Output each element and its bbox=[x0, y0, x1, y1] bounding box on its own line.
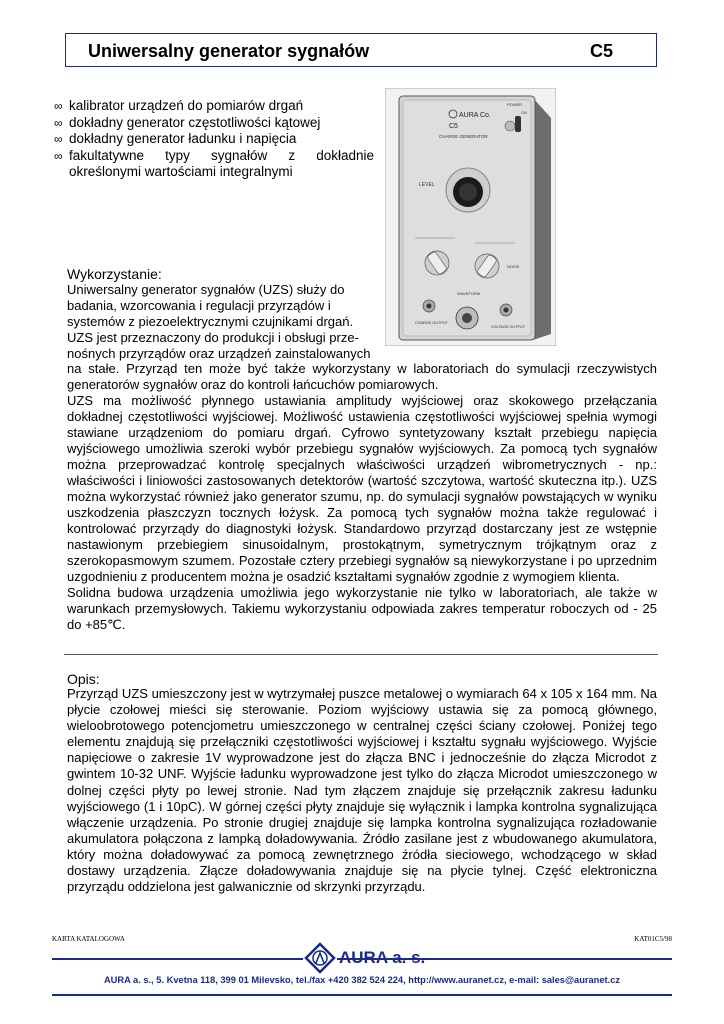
photo-brand: AURA Co. bbox=[459, 112, 491, 119]
photo-voltage-output-label: VOLTAGE OUTPUT bbox=[491, 325, 526, 329]
photo-charge-output-label: CHARGE OUTPUT bbox=[415, 321, 448, 325]
list-item: ∞ dokładny generator częstotliwości kątowej bbox=[54, 114, 321, 130]
photo-on-label: ON bbox=[521, 110, 527, 115]
photo-power-label: POWER bbox=[507, 102, 523, 107]
product-code: C5 bbox=[589, 41, 613, 61]
feature-list bbox=[54, 98, 374, 181]
usage-body bbox=[67, 361, 657, 633]
footer-address: AURA a. s., 5. Kvetna 118, 399 01 Milevsko, tel./fax +420 382 524 224, http://www.auranet.cz, e-mail: sales@auranet.cz bbox=[103, 975, 621, 985]
aura-logo-text: AURA a. s. bbox=[339, 948, 426, 967]
usage-paragraph-3: Solidna budowa urządzenia umożliwia jego wykorzystanie nie tylko w laboratoriach, ale także w warunkach przemysłowych. Takiemu wykorzystaniu odpowiada zakres temperatur roboczych od - 25 do +85℃. bbox=[67, 585, 657, 632]
section-divider bbox=[64, 654, 658, 655]
photo-level-label: LEVEL bbox=[419, 182, 435, 188]
usage-paragraph-2: UZS ma możliwość płynnego ustawiania amplitudy wyjściowej oraz skokowego przełączania dokładnej częstotliwości wyjściowej. Możliwość ustawienia częstotliwości wyjściowej spełnia wymogi stawiane urządzeniom do pomiaru drgań. Cyfrowo syntetyzowany kształt przebiegu napięcia wyjściowego umożliwia szeroki wybór przebiegu sygnałów wyjściowych. Za pomocą tych sygnałów można przeprowadzać kontrolę specjalnych właściwości urządzeń wibrometrycznych - np.: właściwości i liniowości zastosowanych detektorów (wartość szczytowa, wartość skuteczna itp.). UZS można wykorzystać również jako generator szumu, np. do symulacji sygnałów powstających w wyniku uszkodzenia płaszczyzn tocznych łożysk. Za pomocą tych sygnałów można także regulować i kontrolować przyrządy do diagnostyki łożysk. Standardowo przyrząd dostarczany jest ze wstępnie nastawionym przebiegiem sinusoidalnym, prostokątnym, symetrycznym trójkątnym oraz z szerokopasmowym szumem. Pozostałe cztery przebiegi sygnałów są niewykorzystane i po uprzednim uzgodnieniu z producentem można je osadzić kształtami sygnałów zgodnie z wymogiem klienta. bbox=[67, 393, 657, 584]
list-item: ∞ fakultatywne typy sygnałów z dokładnie określonymi wartościami integralnymi bbox=[54, 147, 374, 179]
device-photo bbox=[385, 88, 556, 346]
list-item: ∞ kalibrator urządzeń do pomiarów drgań bbox=[54, 98, 304, 113]
infinity-bullet-icon: ∞ bbox=[54, 132, 63, 146]
description-heading: Opis: bbox=[67, 671, 100, 687]
list-item: ∞ dokładny generator ładunku i napięcia bbox=[54, 131, 297, 146]
photo-model: C5 bbox=[449, 123, 458, 130]
usage-paragraph-1: na stałe. Przyrząd ten może być także wykorzystany w laboratoriach do symulacji rzeczywistych generatorów sygnałów oraz do kontroli łańcuchów pomiarowych. bbox=[67, 361, 657, 392]
description-body: Przyrząd UZS umieszczony jest w wytrzymałej puszce metalowej o wymiarach 64 x 105 x 164 mm. Na płycie czołowej mieści się sterowanie. Poziom wyjściowy ustawia się za pomocą głównego, wieloobrotowego potencjometru umieszczonego w centralnej części ściany czołowej. Poniżej tego elementu znajdują się przełączniki częstotliwości wyjściowej i kształtu sygnału wyjściowego. Wyjście napięciowe o zakresie 1V wyprowadzone jest do złącza BNC i jednocześnie do złącza Microdot z gwintem 10-32 UNF. Wyjście ładunku wyprowadzone jest tylko do złącza Microdot umieszczonego w dolnej części płyty po lewej stronie. Nad tym złączem znajduje się przełącznik zakresu ładunku wyjściowego (1 i 10pC). W górnej części płyty znajduje się wyłącznik i lampka kontrolna sygnalizująca włączenie urządzenia. Po stronie drugiej znajduje się lampka kontrolna sygnalizująca rozładowanie akumulatora połączona z lampką doładowywania. Źródło zasilane jest z wbudowanego akumulatora, który można doładowywać za pomocą zewnętrznego źródła sieciowego, wchodzącego w skład dostawy urządzenia. Złącze doładowywania znajduje się na płycie tylnej. Część elektroniczna przyrządu oddzielona jest galwanicznie od skrzynki przyrządu. bbox=[67, 686, 657, 895]
footer-catalog-label: KARTA KATALOGOWA bbox=[52, 935, 125, 943]
photo-noise-label: NOISE bbox=[507, 264, 520, 269]
title-box bbox=[65, 33, 657, 67]
photo-waveform-label: WAVEFORM bbox=[457, 291, 481, 296]
page-title: Uniwersalny generator sygnałów bbox=[88, 41, 370, 61]
photo-subtitle: CHARGE GENERATOR bbox=[439, 134, 488, 139]
infinity-bullet-icon: ∞ bbox=[54, 148, 63, 163]
footer-divider bbox=[52, 994, 672, 996]
footer-document-code: KAT01C5/98 bbox=[634, 935, 672, 943]
usage-intro: Uniwersalny generator sygnałów (UZS) służy do badania, wzorcowania i regulacji przyrządów i systemów z piezoelektrycznymi czujnikami drgań. UZS jest przeznaczony do produkcji i obsługi prze- nośnych przyrządów oraz urządzeń zainstalowanych bbox=[67, 282, 371, 361]
usage-heading: Wykorzystanie: bbox=[67, 266, 162, 282]
aura-logo-icon bbox=[303, 942, 337, 974]
infinity-bullet-icon: ∞ bbox=[54, 99, 63, 113]
aura-logo bbox=[303, 942, 426, 974]
infinity-bullet-icon: ∞ bbox=[54, 115, 63, 130]
